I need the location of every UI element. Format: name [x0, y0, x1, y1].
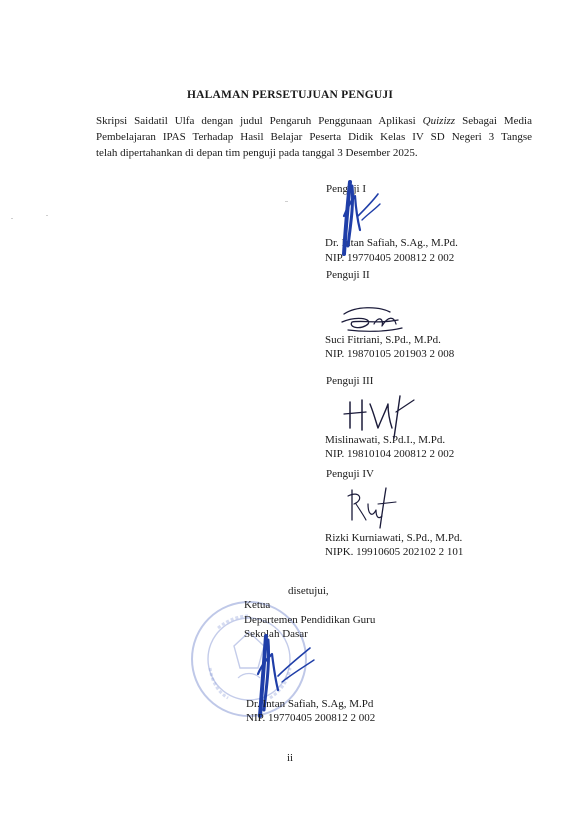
- examiner-2-name: Suci Fitriani, S.Pd., M.Pd.: [325, 334, 441, 346]
- paragraph-text: Sebagai Media: [455, 115, 532, 127]
- chair-name: Dr. Intan Safiah, S.Ag, M.Pd: [246, 698, 374, 710]
- chair-id: NIP. 19770405 200812 2 002: [246, 712, 376, 724]
- approval-paragraph: [96, 113, 532, 161]
- paragraph-line-3: telah dipertahankan di depan tim penguji pada tanggal 3 Desember 2025.: [96, 147, 418, 159]
- paragraph-text: Skripsi Saidatil Ulfa dengan judul Pengaruh Penggunaan Aplikasi: [96, 115, 423, 127]
- examiner-4-name: Rizki Kurniawati, S.Pd., M.Pd.: [325, 532, 463, 544]
- examiner-4-role: Penguji IV: [326, 468, 374, 480]
- department-line-2: Sekolah Dasar: [244, 628, 308, 640]
- examiner-1-id: NIP. 19770405 200812 2 002: [325, 252, 455, 264]
- examiner-2-role: Penguji II: [326, 269, 370, 281]
- examiner-3-name: Mislinawati, S.Pd.I., M.Pd.: [325, 434, 446, 446]
- page-title: HALAMAN PERSETUJUAN PENGUJI: [186, 89, 394, 101]
- department-line-1: Departemen Pendidikan Guru: [244, 614, 376, 626]
- page-number: ii: [286, 752, 294, 764]
- examiner-2-id: NIP. 19870105 201903 2 008: [325, 348, 455, 360]
- app-name-italic: Quizizz: [422, 115, 456, 127]
- paragraph-line-1: [96, 113, 532, 129]
- scan-speck: [46, 215, 48, 216]
- examiner-1-name: Dr. Intan Safiah, S.Ag., M.Pd.: [325, 237, 458, 249]
- paragraph-line-2: Pembelajaran IPAS Terhadap Hasil Belajar Peserta Didik Kelas IV SD Negeri 3 Tangse: [96, 131, 532, 143]
- examiner-4-id: NIPK. 19910605 202102 2 101: [325, 546, 464, 558]
- approval-position: Ketua: [244, 599, 271, 611]
- examiner-1-role: Penguji I: [326, 183, 367, 195]
- examiner-4-signature: [342, 486, 402, 530]
- scan-speck: [11, 218, 13, 219]
- examiner-3-role: Penguji III: [326, 375, 374, 387]
- examiner-3-id: NIP. 19810104 200812 2 002: [325, 448, 455, 460]
- approved-label: disetujui,: [288, 585, 329, 597]
- scan-speck: [285, 201, 288, 202]
